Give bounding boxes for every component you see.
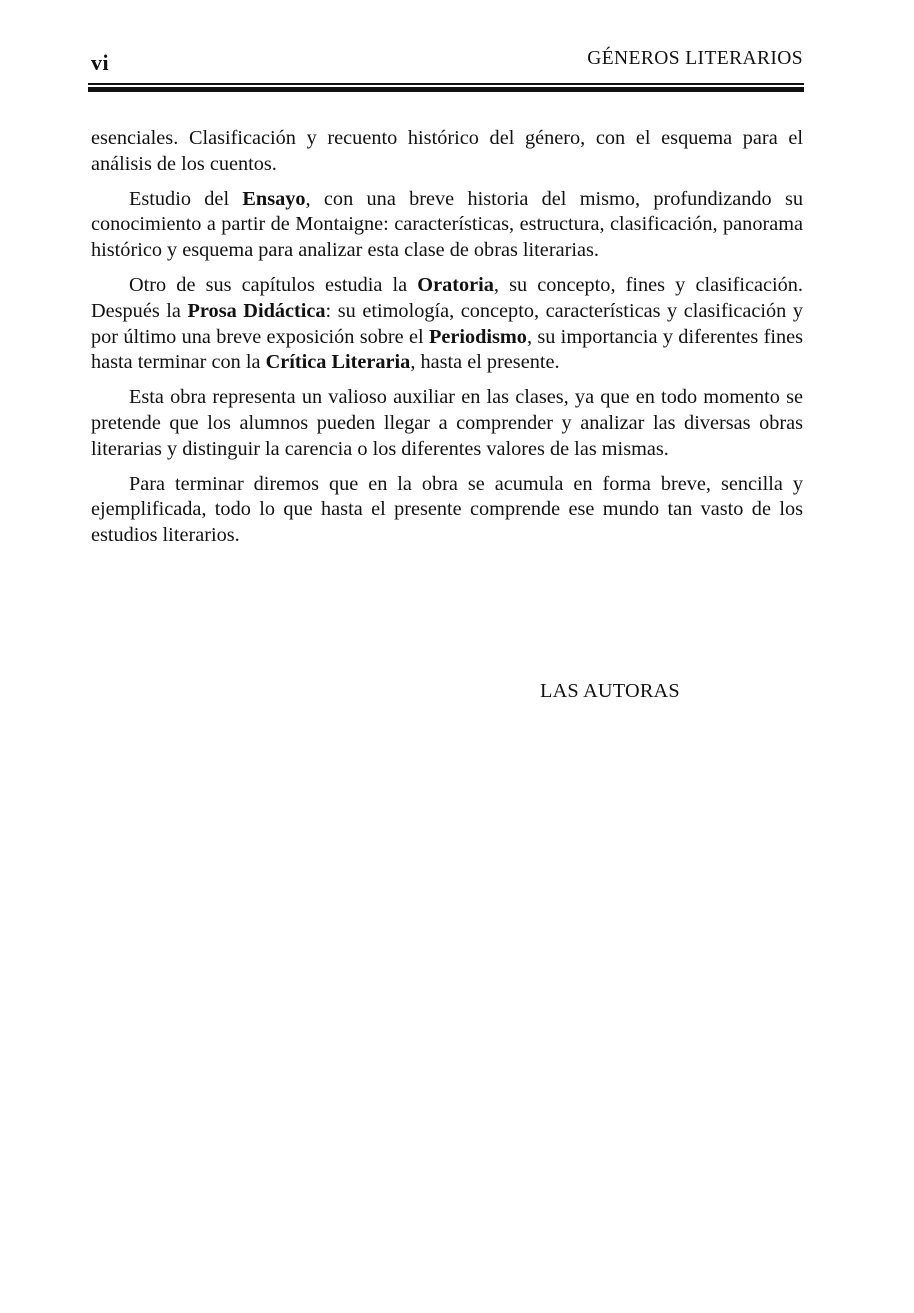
bold-term: Periodismo [428, 325, 527, 348]
text-run: esenciales. Clasificación y recuento histórico del género, con el esquema para el análisis de los cuentos. [91, 127, 803, 175]
text-run: , su importancia y diferentes fines hasta terminar con la [91, 325, 803, 374]
text-run: Para terminar diremos que en la obra se acumula en forma breve, sencilla y ejemplificada, todo lo que hasta el presente comprende ese mundo tan vasto de los estudios literarios. [91, 472, 803, 547]
bold-term: Oratoria [417, 273, 494, 296]
bold-term: Ensayo [242, 187, 306, 210]
paragraph-cuento-continuation [91, 126, 803, 178]
body-text [91, 126, 803, 558]
bold-term: Crítica Literaria [265, 351, 411, 374]
text-run: , con una breve historia del mismo, profundizando su conocimiento a partir de Montaigne: características, estructura, clasificación, panorama histórico y esquema para analizar esta clase de obras literarias. [91, 187, 803, 262]
paragraph-oratoria [91, 273, 803, 376]
text-run: , hasta el presente. [410, 351, 560, 374]
bold-term: Prosa Didáctica [187, 299, 326, 322]
page-number: vi [91, 50, 110, 75]
text-run: Estudio del [129, 187, 243, 210]
text-run: Otro de sus capítulos estudia la [129, 273, 418, 296]
text-run: , su concepto, fines y clasificación. Después la [91, 273, 803, 322]
paragraph-ensayo [91, 187, 803, 264]
text-run: : su etimología, concepto, características y clasificación y por último una breve exposición sobre el [91, 299, 803, 348]
paragraph-auxiliar [91, 385, 803, 462]
running-title: GÉNEROS LITERARIOS [587, 48, 803, 69]
paragraph-conclusion [91, 472, 803, 549]
signature: LAS AUTORAS [540, 680, 680, 702]
header-rule-thin [88, 83, 804, 85]
text-run: Esta obra representa un valioso auxiliar en las clases, ya que en todo momento se pretende que los alumnos pueden llegar a comprender y analizar las diversas obras literarias y distinguir la carencia o los diferentes valores de las mismas. [91, 386, 803, 460]
header-rule-thick [88, 87, 804, 92]
running-head [91, 46, 803, 78]
